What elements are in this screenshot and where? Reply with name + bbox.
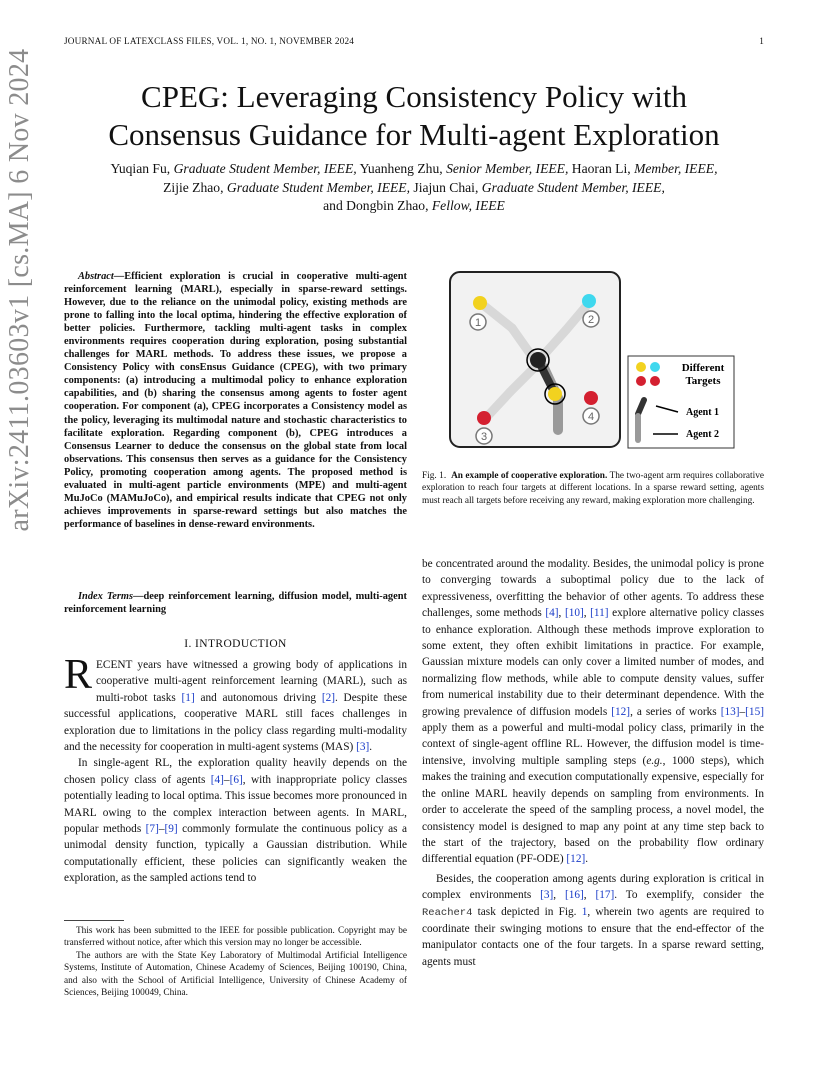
section-heading: I. INTRODUCTION — [184, 638, 287, 650]
target-marker-3 — [476, 428, 492, 444]
legend-red-dot — [636, 376, 646, 386]
text-run: . — [369, 741, 373, 754]
text-run: – — [223, 773, 230, 786]
abstract-label: Abstract — [78, 271, 114, 282]
task-name: Reacher4 — [422, 906, 473, 919]
author-name: Haoran Li, — [568, 161, 635, 176]
target-number: 4 — [587, 411, 595, 423]
arm-joint — [530, 352, 546, 368]
citation-link[interactable]: [7] — [145, 823, 159, 836]
text-run: . — [585, 853, 589, 866]
title-line-2: Consensus Guidance for Multi-agent Exploration — [108, 117, 720, 152]
citation-link[interactable]: [9] — [164, 823, 178, 836]
text-run: ECENT years have witnessed a growing body of applications in cooperative multi-agent reinforcement learning (MARL), such as multi-robot tasks — [96, 659, 407, 704]
target-marker-1 — [470, 314, 486, 330]
target-yellow — [473, 296, 487, 310]
text-run: – — [158, 823, 165, 836]
index-terms-text: —deep reinforcement learning, diffusion model, multi-agent reinforcement learning — [64, 591, 407, 616]
text-run: Besides, the cooperation among agents during exploration is critical in complex environments — [422, 872, 764, 902]
text-run: . To exemplify, consider the — [614, 889, 764, 902]
author-name: Jiajun Chai, — [410, 179, 482, 195]
legend-title-1: Different — [681, 362, 725, 374]
author-role: Fellow, IEEE — [431, 198, 505, 213]
footnotes — [64, 925, 407, 999]
footnote-affiliation: The authors are with the State Key Laboratory of Multimodal Artificial Intelligence Systems, Institute of Automation, Chinese Academy of Sciences, Beijing 100190, China, and also with the School of Artificial Intelligence, University of Chinese Academy of Sciences, Beijing 100049, China. — [64, 950, 407, 999]
author-name: Yuqian Fu, — [110, 161, 174, 176]
author-line-3 — [40, 197, 788, 216]
citation-link[interactable]: [4] — [210, 773, 224, 786]
legend-cyan-dot — [650, 362, 660, 372]
text-run: commonly formulate the continuous policy as a unimodal density function, typically a Gaussian distribution. While computationally efficient, these policies can significantly weaken the exploration, as the sampled actions tend to — [64, 823, 407, 885]
target-number: 2 — [587, 314, 595, 326]
author-role: Graduate Student Member, IEEE, — [226, 179, 411, 195]
drop-cap: R — [64, 652, 93, 698]
text-run: , — [583, 607, 591, 620]
figure-caption — [422, 470, 764, 507]
text-run: be concentrated around the modality. Besides, the unimodal policy is prone to converging towards a suboptimal policy due to the lack of expressiveness, overfitting the behavior of other agents. To address these challenges, some methods — [422, 558, 764, 620]
author-name: Zijie Zhao, — [163, 179, 227, 195]
figure-1-illustration — [448, 270, 738, 452]
target-marker-2 — [583, 311, 599, 327]
text-run: and autonomous driving — [194, 691, 322, 704]
running-header — [64, 36, 764, 46]
paper-title — [40, 78, 788, 154]
target-marker-4 — [583, 408, 599, 424]
text-run: In single-agent RL, the exploration quality heavily depends on the chosen policy class of agents — [64, 757, 407, 786]
author-list — [40, 160, 788, 216]
intro-paragraph-2 — [64, 755, 407, 886]
index-terms — [64, 590, 407, 616]
citation-link[interactable]: [13] — [720, 705, 740, 718]
intro-left-column — [64, 652, 408, 887]
author-line-2 — [40, 179, 788, 198]
right-paragraph-2 — [422, 871, 764, 970]
author-role: Graduate Student Member, IEEE, — [481, 179, 665, 195]
figure-link[interactable]: 1 — [581, 905, 588, 918]
target-cyan — [582, 294, 596, 308]
target-red — [477, 411, 491, 425]
citation-link[interactable]: [12] — [566, 853, 586, 866]
target-red — [584, 391, 598, 405]
text-run-italic: e.g. — [646, 754, 663, 767]
citation-link[interactable]: [3] — [540, 889, 554, 902]
footnote-rule — [64, 920, 124, 921]
text-run: , — [558, 607, 565, 620]
target-number: 3 — [480, 431, 488, 443]
author-role: Graduate Student Member, IEEE, — [173, 161, 357, 176]
arxiv-stamp: arXiv:2411.03603v1 [cs.MA] 6 Nov 2024 — [4, 48, 35, 532]
figure-1 — [448, 270, 738, 452]
citation-link[interactable]: [10] — [564, 607, 584, 620]
abstract-text: —Efficient exploration is crucial in cooperative multi-agent reinforcement learning (MARL), especially in sparse-reward settings. However, due to the reliance on the unimodal policy, existing methods are prone to falling into the local optima, hindering the effective exploration of better policies. Furthermore, tackling multi-agent tasks in complex environments requires cooperation during exploration, posing substantial challenges for MARL methods. To address these issues, we propose a Consistency Policy with consEnsus Guidance (CPEG), with two primary components: (a) introducing a multimodal policy to enhance exploration capabilities, and (b) sharing the consensus among agents to foster agent cooperation. For component (a), CPEG incorporates a Consistency model as the policy, leveraging its multimodal nature and stochastic characteristics to facilitate exploration. Regarding component (b), CPEG introduces a Consensus Learner to deduce the consensus on the global state from local observations. This consensus then serves as a guidance for the Consistency Policy, promoting cooperation among agents. The proposed method is evaluated in multi-agent particle environments (MPE) and multi-agent MuJoCo (MAMuJoCo), and empirical results indicate that CPEG not only achieves improvements in sparse-reward settings but also matches the performance of baselines in dense-reward environments. — [64, 271, 407, 530]
citation-link[interactable]: [12] — [611, 705, 631, 718]
legend-agent1-label: Agent 1 — [686, 407, 720, 418]
text-run: , a series of works — [630, 705, 721, 718]
text-run: . Despite these successful applications, cooperative MARL still faces challenges in exploration due to limitations in the policy class regarding multi-modality and the necessity for cooperation in multi-agent systems (MAS) — [64, 691, 408, 754]
legend-agent2-label: Agent 2 — [686, 429, 720, 440]
text-run: , with inappropriate policy classes potentially leading to local optima. This issue becomes more pronounced in MARL owing to the complex interaction between agents. In MARL, popular methods — [64, 773, 407, 836]
text-run: apply them as a powerful and multi-modal policy class, primarily in the context of single-agent offline RL. However, the diffusion model is time-intensive, involving multiple sampling steps ( — [422, 722, 764, 767]
text-run: , wherein two agents are required to coordinate their swinging motions to ensure that the end-effector of the manipulator contacts one of the four targets. In a sparse reward setting, agents must — [422, 905, 764, 968]
citation-link[interactable]: [15] — [745, 705, 764, 718]
intro-paragraph-1 — [64, 652, 408, 755]
journal-line: JOURNAL OF LATEXCLASS FILES, VOL. 1, NO. 1, NOVEMBER 2024 — [64, 36, 355, 46]
citation-link[interactable]: [2] — [321, 691, 335, 704]
index-terms-label: Index Terms — [78, 591, 134, 602]
caption-bold: An example of cooperative exploration. — [451, 471, 608, 481]
author-line-1 — [40, 160, 788, 179]
legend-red-dot — [650, 376, 660, 386]
legend-yellow-dot — [636, 362, 646, 372]
caption-label: Fig. 1. — [422, 471, 447, 481]
text-run: , — [553, 889, 565, 902]
citation-link[interactable]: [1] — [181, 691, 195, 704]
legend-title-2: Targets — [685, 375, 721, 387]
author-role: Member, IEEE, — [634, 161, 718, 176]
page-number: 1 — [759, 36, 764, 46]
citation-link[interactable]: [3] — [356, 741, 370, 754]
author-name: Yuanheng Zhu, — [356, 161, 447, 176]
citation-link[interactable]: [6] — [229, 773, 243, 786]
intro-right-column — [422, 556, 764, 973]
abstract — [64, 270, 407, 531]
text-run: , 1000 steps), which makes the training and execution computationally expensive, especially for the online MARL heavily depends on sampling from environments. In order to accelerate the speed of the sampling process, a novel model, the consistency model is designed to map any point at any time step back to the start of the trajectory, based on the probability flow ordinary differential equation (PF-ODE) — [422, 754, 765, 866]
text-run: , — [583, 889, 596, 902]
target-number: 1 — [474, 317, 482, 329]
footnote-submission: This work has been submitted to the IEEE for possible publication. Copyright may be transferred without notice, after which this version may no longer be accessible. — [64, 926, 407, 949]
right-paragraph-1 — [422, 556, 764, 868]
title-line-1: CPEG: Leveraging Consistency Policy with — [141, 79, 687, 114]
text-run: explore alternative policy classes to enhance exploration. Although these methods improve exploration to some extent, they often exhibit limitations in practice. For example, Gaussian mixture models can only cover a limited number of modes, and normalizing flow methods, while able to compute density values, suffer from numerical instability due to their determinant dependence. With the growing prevalence of diffusion models — [422, 607, 765, 718]
text-run: – — [739, 705, 746, 718]
end-effector — [548, 387, 562, 401]
citation-link[interactable]: [11] — [590, 607, 609, 620]
text-run: task depicted in Fig. — [472, 905, 582, 918]
author-name: and Dongbin Zhao, — [323, 198, 432, 213]
citation-link[interactable]: [16] — [564, 889, 584, 902]
citation-link[interactable]: [17] — [595, 889, 615, 902]
author-role: Senior Member, IEEE, — [446, 161, 569, 176]
citation-link[interactable]: [4] — [545, 607, 559, 620]
caption-text: The two-agent arm requires collaborative exploration to reach four targets at different locations. In a sparse reward setting, agents must reach all targets before receiving any reward, making exploration more challenging. — [422, 471, 764, 506]
